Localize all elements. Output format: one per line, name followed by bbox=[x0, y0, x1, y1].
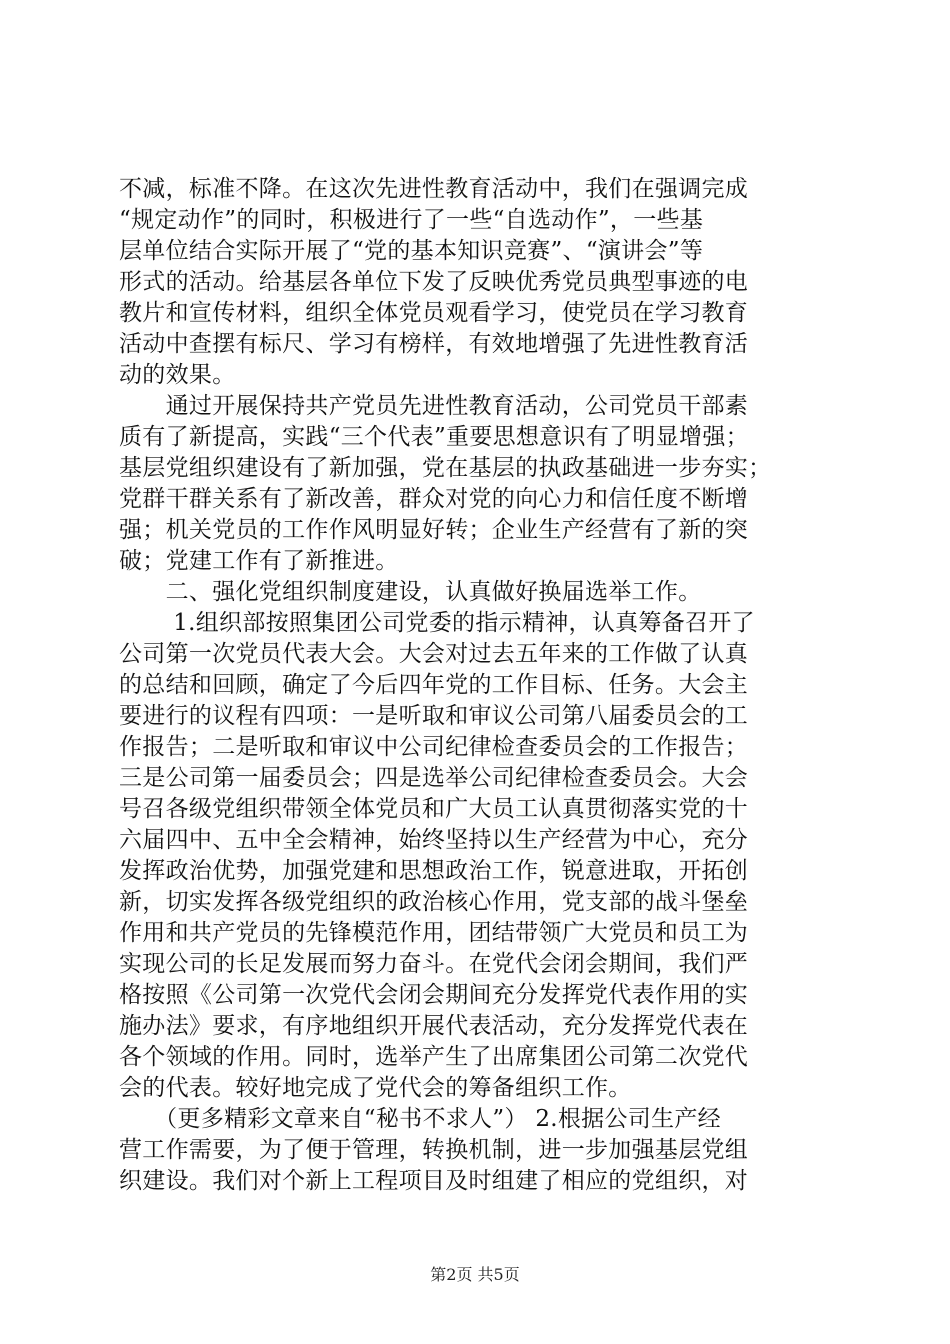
text-line: 各个领域的作用。同时，选举产生了出席集团公司第二次党代 bbox=[119, 1044, 749, 1070]
text-line: 新，切实发挥各级党组织的政治核心作用，党支部的战斗堡垒 bbox=[119, 889, 749, 915]
text-line: 活动中查摆有标尺、学习有榜样，有效地增强了先进性教育活 bbox=[119, 331, 749, 357]
text-line: 要进行的议程有四项：一是听取和审议公司第八届委员会的工 bbox=[119, 703, 749, 729]
text-line: 动的效果。 bbox=[119, 362, 236, 388]
page-footer bbox=[0, 1262, 950, 1285]
text-line: 基层党组织建设有了新加强，党在基层的执政基础进一步夯实； bbox=[119, 455, 772, 481]
text-line: 不减，标准不降。在这次先进性教育活动中，我们在强调完成 bbox=[119, 176, 749, 202]
text-line: 作报告；二是听取和审议中公司纪律检查委员会的工作报告； bbox=[119, 734, 749, 760]
text-line: 三是公司第一届委员会；四是选举公司纪律检查委员会。大会 bbox=[119, 765, 749, 791]
text-line: 格按照《公司第一次党代会闭会期间充分发挥党代表作用的实 bbox=[119, 982, 749, 1008]
text-line: 织建设。我们对个新上工程项目及时组建了相应的党组织，对 bbox=[119, 1168, 749, 1194]
text-line: 六届四中、五中全会精神，始终坚持以生产经营为中心，充分 bbox=[119, 827, 749, 853]
text-line: 形式的活动。给基层各单位下发了反映优秀党员典型事迹的电 bbox=[119, 269, 749, 295]
text-line: 的总结和回顾，确定了今后四年党的工作目标、任务。大会主 bbox=[119, 672, 749, 698]
text-line: 号召各级党组织带领全体党员和广大员工认真贯彻落实党的十 bbox=[119, 796, 749, 822]
text-line: 公司第一次党员代表大会。大会对过去五年来的工作做了认真 bbox=[119, 641, 749, 667]
text-line: 实现公司的长足发展而努力奋斗。在党代会闭会期间，我们严 bbox=[119, 951, 749, 977]
page-number-label: 第2页 共5页 bbox=[430, 1265, 520, 1284]
text-line: 教片和宣传材料，组织全体党员观看学习，使党员在学习教育 bbox=[119, 300, 749, 326]
document-body bbox=[119, 174, 839, 1197]
text-line: 1.组织部按照集团公司党委的指示精神，认真筹备召开了 bbox=[119, 610, 755, 636]
text-line: 层单位结合实际开展了“党的基本知识竞赛”、“演讲会”等 bbox=[119, 238, 704, 264]
text-line: 强；机关党员的工作作风明显好转；企业生产经营有了新的突 bbox=[119, 517, 749, 543]
text-line: “规定动作”的同时，积极进行了一些“自选动作”，一些基 bbox=[119, 207, 704, 233]
text-line: 施办法》要求，有序地组织开展代表活动，充分发挥党代表在 bbox=[119, 1013, 749, 1039]
text-line: 作用和共产党员的先锋模范作用，团结带领广大党员和员工为 bbox=[119, 920, 749, 946]
text-line: 质有了新提高，实践“三个代表”重要思想意识有了明显增强； bbox=[119, 424, 749, 450]
text-line: 通过开展保持共产党员先进性教育活动，公司党员干部素 bbox=[119, 393, 749, 419]
text-line: 营工作需要，为了便于管理，转换机制，进一步加强基层党组 bbox=[119, 1137, 749, 1163]
text-line: 发挥政治优势，加强党建和思想政治工作，锐意进取，开拓创 bbox=[119, 858, 749, 884]
text-line: 会的代表。较好地完成了党代会的筹备组织工作。 bbox=[119, 1075, 632, 1101]
section-heading: 二、强化党组织制度建设，认真做好换届选举工作。 bbox=[119, 579, 702, 605]
text-line: （更多精彩文章来自“秘书不求人”） 2.根据公司生产经 bbox=[119, 1106, 721, 1132]
text-line: 破；党建工作有了新推进。 bbox=[119, 548, 399, 574]
text-line: 党群干群关系有了新改善，群众对党的向心力和信任度不断增 bbox=[119, 486, 749, 512]
